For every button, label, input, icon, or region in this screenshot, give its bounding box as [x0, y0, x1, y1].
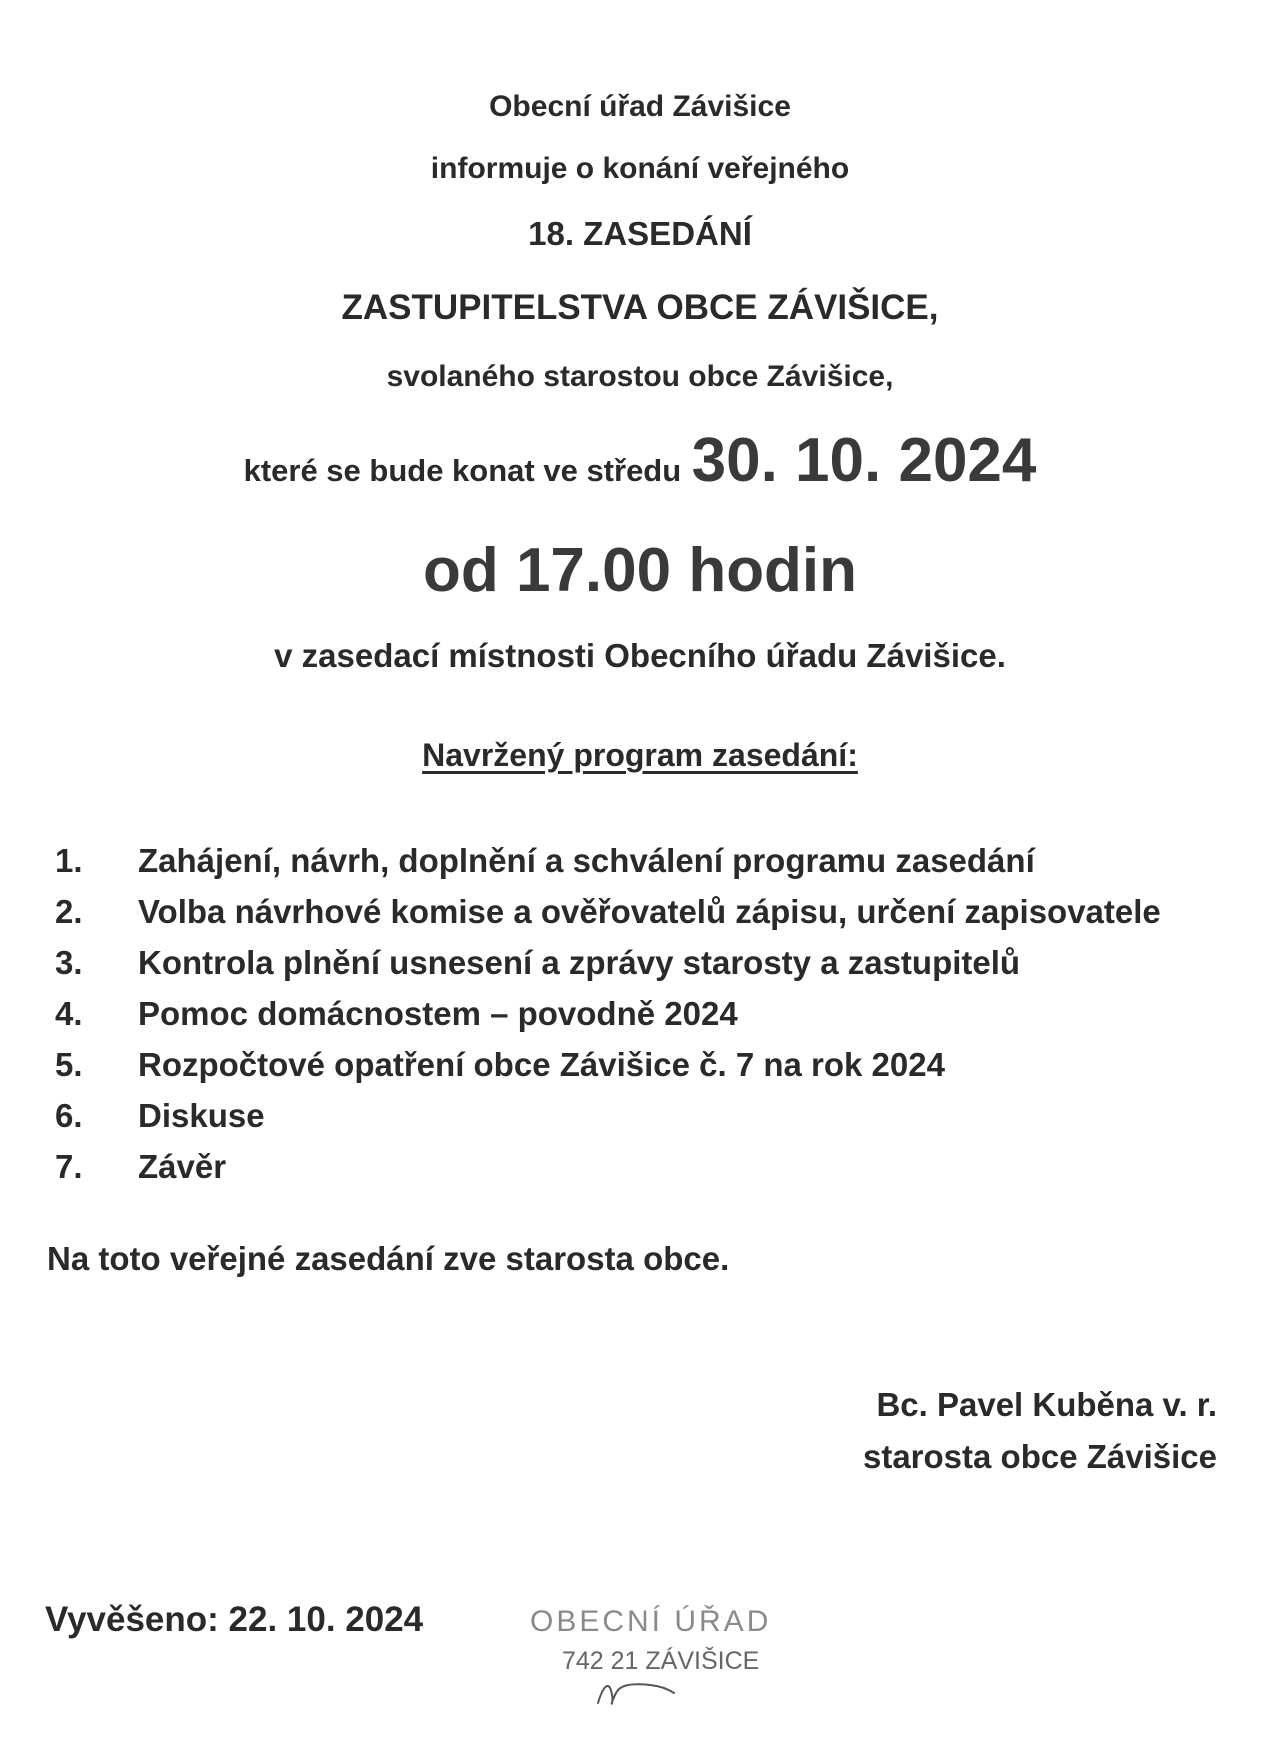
agenda-item-text: Volba návrhové komise a ověřovatelů zápisu, určení zapisovatele	[138, 893, 1161, 930]
agenda-item-text: Závěr	[138, 1148, 227, 1185]
agenda-item-text: Zahájení, návrh, doplnění a schválení programu zasedání	[138, 842, 1035, 879]
invitation-text: Na toto veřejné zasedání zve starosta obce.	[47, 1240, 730, 1277]
agenda-item-number: 1.	[55, 842, 83, 879]
council-title: ZASTUPITELSTVA OBCE ZÁVIŠICE,	[341, 288, 939, 327]
agenda-heading	[0, 737, 1280, 774]
agenda-item	[55, 937, 1161, 988]
meeting-date: 30. 10. 2024	[691, 426, 1037, 495]
agenda-item-number: 3.	[55, 944, 83, 981]
agenda-item	[55, 1141, 1161, 1192]
meeting-time: od 17.00 hodin	[422, 536, 858, 605]
signatory-role: starosta obce Závišice	[862, 1438, 1217, 1475]
agenda-item-text: Pomoc domácnostem – povodně 2024	[138, 995, 738, 1032]
agenda-item	[55, 835, 1161, 886]
office-name: Obecní úřad Závišice	[489, 90, 791, 123]
date-intro: které se bude konat ve středu	[243, 453, 682, 488]
informs-line: informuje o konání veřejného	[430, 152, 850, 185]
office-stamp	[520, 1605, 820, 1715]
agenda-item-text: Rozpočtové opatření obce Závišice č. 7 na rok 2024	[138, 1046, 945, 1083]
signatory-name: Bc. Pavel Kuběna v. r.	[876, 1386, 1217, 1423]
agenda-item-number: 2.	[55, 893, 83, 930]
agenda-item-number: 7.	[55, 1148, 83, 1185]
agenda-item-number: 4.	[55, 995, 83, 1032]
session-title: 18. ZASEDÁNÍ	[528, 215, 752, 252]
agenda-item-number: 6.	[55, 1097, 83, 1134]
stamp-office-text: OBECNÍ ÚŘAD	[530, 1605, 772, 1638]
posted-date: Vyvěšeno: 22. 10. 2024	[45, 1600, 424, 1639]
agenda-item-number: 5.	[55, 1046, 83, 1083]
meeting-place: v zasedací místnosti Obecního úřadu Závišice.	[274, 637, 1006, 674]
agenda-item	[55, 988, 1161, 1039]
agenda-heading-text: Navržený program zasedání:	[422, 737, 858, 773]
stamp-address-text: 742 21 ZÁVIŠICE	[562, 1647, 760, 1675]
convened-line: svolaného starostou obce Závišice,	[386, 360, 894, 393]
agenda-item	[55, 1090, 1161, 1141]
agenda-item-text: Kontrola plnění usnesení a zprávy starosty a zastupitelů	[138, 944, 1021, 981]
agenda-item-text: Diskuse	[138, 1097, 265, 1134]
agenda-item	[55, 886, 1161, 937]
agenda-item	[55, 1039, 1161, 1090]
agenda-list	[55, 835, 1161, 1192]
date-line	[0, 425, 1280, 496]
handwritten-initials-icon	[590, 1673, 680, 1713]
